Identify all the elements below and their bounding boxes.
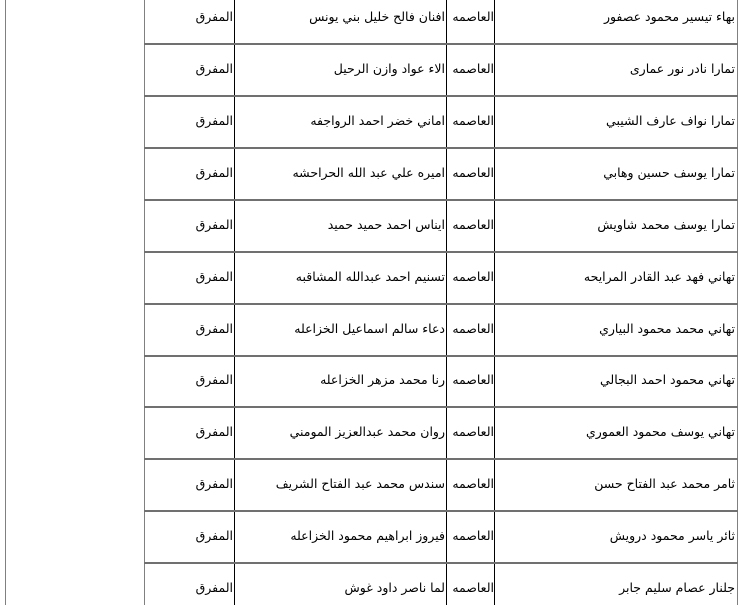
cell-city: العاصمه: [452, 165, 494, 180]
cell-city: العاصمه: [452, 476, 494, 491]
row-divider: [144, 303, 738, 305]
cell-name: تمارا يوسف محمد شاويش: [597, 217, 735, 232]
row-divider: [144, 43, 738, 45]
cell-name: بهاء تيسير محمود عصفور: [603, 9, 735, 24]
cell-city: العاصمه: [452, 424, 494, 439]
cell-student: تسنيم احمد عبدالله المشاقبه: [295, 269, 445, 284]
cell-name: تمارا يوسف حسين وهابي: [603, 165, 735, 180]
cell-name: تهاني يوسف محمود العموري: [585, 424, 735, 439]
cell-name: تمارا نادر نور عمارى: [629, 61, 735, 76]
cell-region: المفرق: [195, 61, 233, 76]
row-divider: [144, 199, 738, 201]
cell-region: المفرق: [195, 165, 233, 180]
cell-region: المفرق: [195, 372, 233, 387]
cell-student: ايناس احمد حميد حميد: [327, 217, 445, 232]
cell-student: سندس محمد عبد الفتاح الشريف: [275, 476, 445, 491]
row-divider: [144, 406, 738, 408]
cell-student: روان محمد عبدالعزيز المومني: [289, 424, 445, 439]
row-divider: [144, 355, 738, 357]
row-divider: [144, 458, 738, 460]
cell-student: افنان فالح خليل بني يونس: [309, 9, 445, 24]
cell-student: دعاء سالم اسماعيل الخزاعله: [294, 321, 445, 336]
cell-region: المفرق: [195, 424, 233, 439]
cell-region: المفرق: [195, 113, 233, 128]
cell-student: فيروز ابراهيم محمود الخزاعله: [290, 528, 445, 543]
cell-student: اماني خضر احمد الرواجفه: [310, 113, 445, 128]
cell-city: العاصمه: [452, 61, 494, 76]
cell-name: ثائر ياسر محمود درويش: [609, 528, 735, 543]
row-divider: [144, 510, 738, 512]
cell-student: رنا محمد مزهر الخزاعله: [320, 372, 445, 387]
cell-region: المفرق: [195, 217, 233, 232]
cell-city: العاصمه: [452, 113, 494, 128]
cell-city: العاصمه: [452, 9, 494, 24]
cell-name: ثامر محمد عبد الفتاح حسن: [594, 476, 735, 491]
cell-name: تهاني فهد عبد القادر المرايحه: [583, 269, 735, 284]
cell-student: اميره علي عبد الله الحراحشه: [292, 165, 445, 180]
cell-name: تمارا نواف عارف الشيبي: [606, 113, 735, 128]
cell-student: الاء عواد وازن الرحيل: [333, 61, 445, 76]
cell-city: العاصمه: [452, 372, 494, 387]
cell-student: لما ناصر داود غوش: [344, 580, 445, 595]
cell-region: المفرق: [195, 528, 233, 543]
row-divider: [144, 95, 738, 97]
cell-name: جلنار عصام سليم جابر: [619, 580, 735, 595]
cell-region: المفرق: [195, 9, 233, 24]
table-left-border: [5, 0, 6, 605]
cell-city: العاصمه: [452, 321, 494, 336]
cell-city: العاصمه: [452, 528, 494, 543]
cell-name: تهاني محمد محمود البياري: [599, 321, 735, 336]
row-divider: [144, 147, 738, 149]
row-divider: [144, 562, 738, 564]
cell-region: المفرق: [195, 269, 233, 284]
cell-city: العاصمه: [452, 580, 494, 595]
cell-city: العاصمه: [452, 217, 494, 232]
row-divider: [144, 251, 738, 253]
cell-region: المفرق: [195, 580, 233, 595]
cell-region: المفرق: [195, 321, 233, 336]
cell-name: تهاني محمود احمد البجالي: [599, 372, 735, 387]
cell-city: العاصمه: [452, 269, 494, 284]
cell-region: المفرق: [195, 476, 233, 491]
